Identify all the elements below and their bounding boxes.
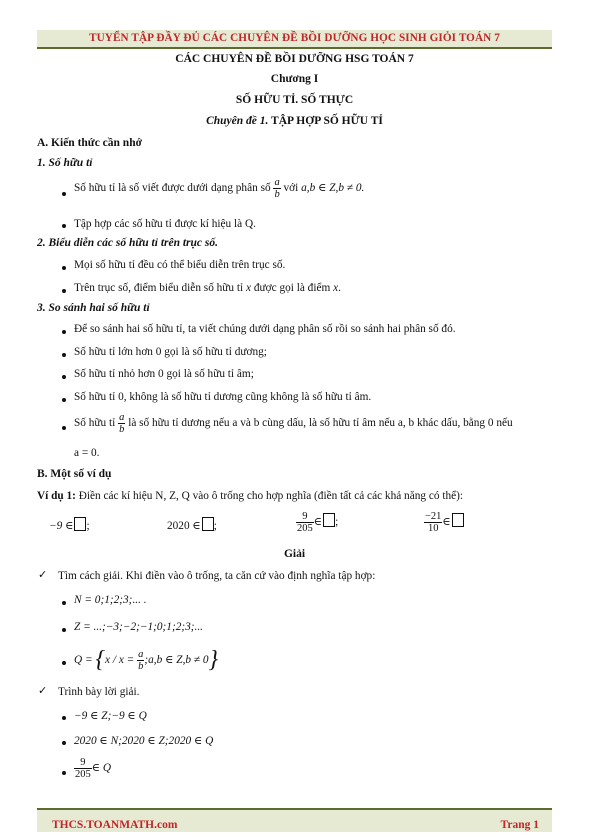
set-N: N = 0;1;2;3;... . — [74, 594, 147, 606]
subsection-3-heading: 3. So sánh hai số hữu tỉ — [37, 302, 150, 314]
empty-square-icon[interactable] — [323, 513, 335, 527]
number-line-text-2 — [74, 282, 341, 294]
definition-text: Số hữu tỉ là số viết được dưới dạng phân số — [74, 182, 271, 195]
fraction-a-over-b — [273, 177, 280, 200]
set-notation-text: Tập hợp các số hữu tỉ được kí hiệu là Q. — [74, 218, 256, 230]
footer-site-link[interactable]: THCS.TOANMATH.com — [52, 819, 178, 831]
set-Z: Z = ...;−3;−2;−1;0;1;2;3;... — [74, 621, 204, 633]
find-way-text: Tìm cách giải. Khi điền vào ô trống, ta căn cứ vào định nghĩa tập hợp: — [58, 570, 376, 582]
definition-with: với — [283, 182, 299, 195]
bullet-dot-icon — [62, 628, 66, 632]
bullet-dot-icon — [62, 716, 66, 720]
fill-item-4 — [424, 511, 464, 534]
empty-square-icon[interactable] — [202, 517, 214, 531]
var-x: x — [333, 282, 339, 294]
bullet-dot-icon — [62, 192, 66, 196]
checkmark-icon: ✓ — [38, 568, 48, 581]
fraction-denominator: 205 — [297, 523, 313, 534]
semicolon: ; — [213, 520, 217, 532]
bullet-dot-icon — [62, 353, 66, 357]
checkmark-icon: ✓ — [38, 684, 48, 697]
subtopic-name: TẬP HỢP SỐ HỮU TỈ — [268, 115, 383, 127]
section-b-heading: B. Một số ví dụ — [37, 468, 112, 480]
compare-text-1: Để so sánh hai số hữu tỉ, ta viết chúng dưới dạng phân số rồi so sánh hai phân số đó. — [74, 323, 456, 335]
compare-text-5 — [74, 412, 513, 435]
solution-heading: Giải — [283, 548, 306, 560]
number-line-pre: Trên trục số, điểm biểu diễn số hữu tỉ — [74, 282, 244, 294]
document-title: CÁC CHUYÊN ĐỀ BỒI DƯỠNG HSG TOÁN 7 — [175, 53, 414, 65]
left-brace: { — [95, 647, 106, 673]
topic-title: SỐ HỮU TỈ. SỐ THỰC — [235, 94, 354, 106]
footer-page-number: Trang 1 — [500, 819, 539, 831]
fill-item-3 — [296, 511, 338, 534]
fraction-numerator: −21 — [425, 511, 442, 522]
chapter-title: Chương I — [270, 73, 319, 85]
bullet-dot-icon — [62, 771, 66, 775]
present-solution-text: Trình bày lời giải. — [58, 686, 140, 698]
subsection-1-heading: 1. Số hữu tỉ — [37, 157, 93, 169]
set-q-var: x / x = — [105, 654, 135, 667]
period: . — [338, 282, 341, 294]
fraction-denominator: b — [274, 189, 280, 200]
compare-text-5-cont: a = 0. — [74, 447, 100, 459]
set-q-label: Q = — [74, 654, 96, 667]
compare-text-4: Số hữu tỉ 0, không là số hữu tỉ dương cũng không là số hữu tỉ âm. — [74, 391, 372, 403]
fraction-numerator: a — [119, 412, 125, 423]
fraction-numerator: a — [138, 649, 144, 660]
definition-rational — [74, 177, 364, 200]
example-label: Ví dụ 1: — [37, 490, 76, 502]
fraction-neg21-over-10 — [424, 511, 442, 534]
fill-item-2 — [167, 517, 217, 532]
fraction-numerator: 9 — [302, 511, 308, 522]
header-banner: TUYỂN TẬP ĐẦY ĐỦ CÁC CHUYÊN ĐỀ BỒI DƯỠNG HỌC SINH GIỎI TOÁN 7 — [37, 30, 552, 49]
var-x: x — [246, 282, 252, 294]
fraction-9-over-205 — [296, 511, 314, 534]
fraction-denominator: 205 — [75, 769, 91, 780]
subsection-2-heading: 2. Biểu diễn các số hữu tỉ trên trục số. — [37, 237, 219, 249]
number-line-text-1: Mọi số hữu tỉ đều có thể biểu diễn trên trục số. — [74, 259, 286, 271]
bullet-dot-icon — [62, 375, 66, 379]
compare-post: là số hữu tỉ dương nếu a và b cùng dấu, là số hữu tỉ âm nếu a, b khác dấu, bằng 0 nếu — [128, 417, 513, 430]
bullet-dot-icon — [62, 661, 66, 665]
example-text: Điền các kí hiệu N, Z, Q vào ô trống cho hợp nghĩa (điền tất cả các khả năng có thể): — [75, 490, 464, 502]
semicolon: ; — [335, 516, 339, 529]
bullet-dot-icon — [62, 601, 66, 605]
semicolon: ; — [86, 520, 90, 532]
compare-text-3: Số hữu tỉ nhỏ hơn 0 gọi là số hữu tỉ âm; — [74, 368, 254, 380]
fraction-denominator: b — [138, 661, 144, 672]
fill-expr: −9 ∈ — [49, 520, 74, 532]
answer-3-rel: ∈ Q — [91, 762, 112, 775]
answer-1: −9 ∈ Z;−9 ∈ Q — [74, 710, 147, 722]
answer-3 — [74, 757, 111, 780]
subtopic-title — [37, 115, 552, 127]
example-1 — [37, 490, 463, 502]
empty-square-icon[interactable] — [452, 513, 464, 527]
bullet-dot-icon — [62, 289, 66, 293]
bullet-dot-icon — [62, 741, 66, 745]
fraction-denominator: b — [119, 424, 125, 435]
fill-expr: 2020 ∈ — [167, 520, 201, 532]
element-of: ∈ — [442, 516, 451, 529]
bullet-dot-icon — [62, 224, 66, 228]
fraction-numerator: a — [274, 177, 280, 188]
fraction-9-over-205 — [74, 757, 92, 780]
fill-item-1 — [49, 517, 90, 532]
answer-2: 2020 ∈ N;2020 ∈ Z;2020 ∈ Q — [74, 735, 214, 747]
fraction-denominator: 10 — [424, 522, 442, 534]
bullet-dot-icon — [62, 398, 66, 402]
subtopic-prefix: Chuyên đề 1. — [206, 115, 269, 127]
fraction-a-over-b — [118, 412, 125, 435]
compare-pre: Số hữu tỉ — [74, 417, 116, 430]
bullet-dot-icon — [62, 426, 66, 430]
section-a-heading: A. Kiến thức cần nhớ — [37, 137, 142, 149]
set-Q — [74, 647, 218, 674]
compare-text-2: Số hữu tỉ lớn hơn 0 gọi là số hữu tỉ dương; — [74, 346, 267, 358]
bullet-dot-icon — [62, 330, 66, 334]
number-line-mid: được gọi là điểm — [253, 282, 331, 294]
right-brace: } — [208, 647, 219, 673]
element-of: ∈ — [313, 516, 323, 529]
footer-banner — [37, 808, 552, 832]
fraction-numerator: 9 — [80, 757, 86, 768]
empty-square-icon[interactable] — [74, 517, 86, 531]
set-q-condition: ;a,b ∈ Z,b ≠ 0 — [144, 654, 209, 667]
definition-condition: a,b ∈ Z,b ≠ 0. — [298, 182, 365, 195]
bullet-dot-icon — [62, 266, 66, 270]
